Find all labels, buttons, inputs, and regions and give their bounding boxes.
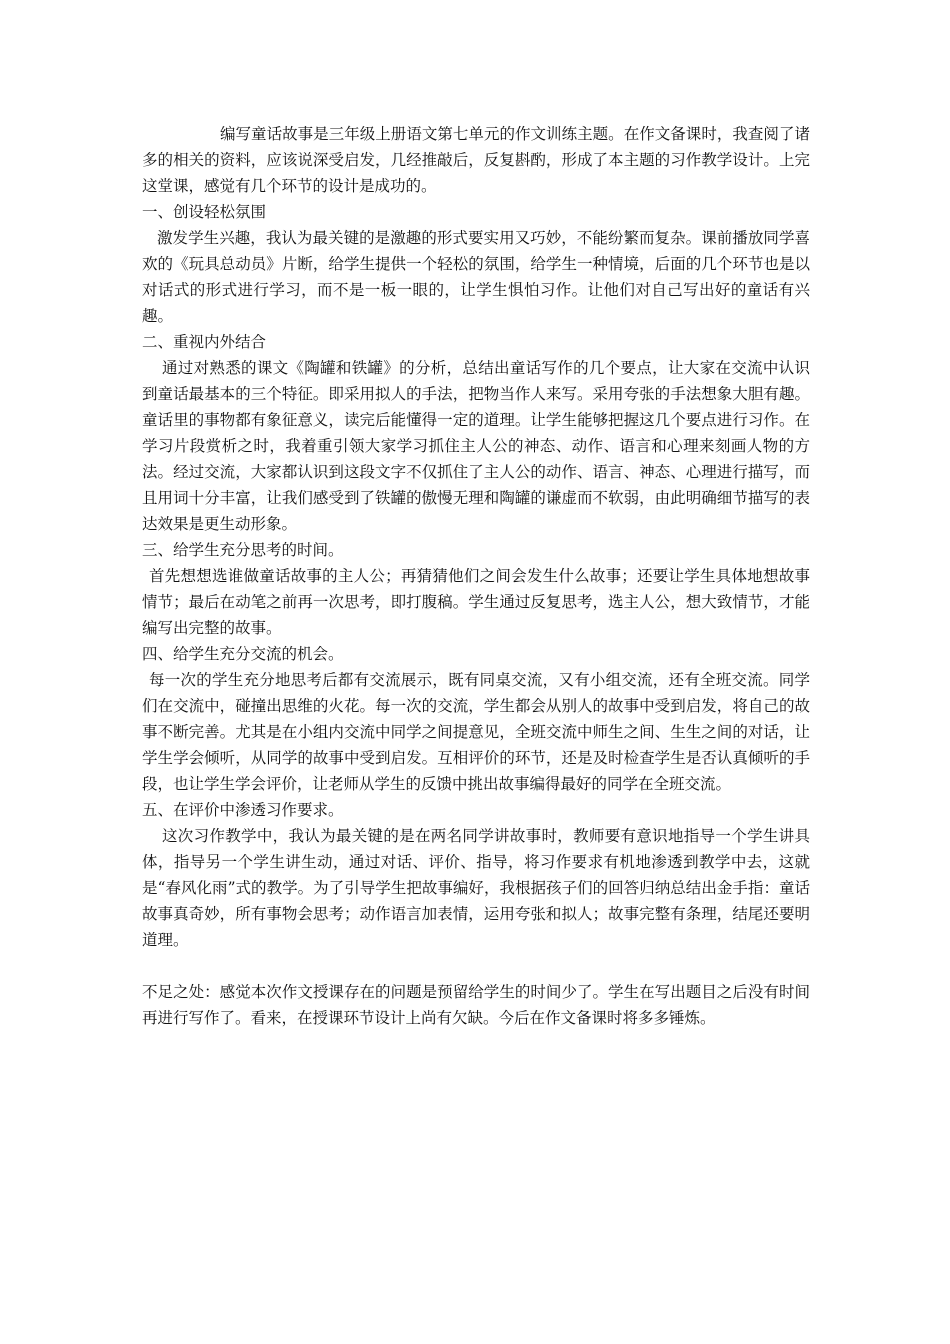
paragraph-spacer (142, 953, 810, 979)
section-1-paragraph: 激发学生兴趣，我认为最关键的是激趣的形式要实用又巧妙，不能纷繁而复杂。课前播放同学喜欢的《玩具总动员》片断，给学生提供一个轻松的氛围，给学生一种情境，后面的几个环节也是以对话式的形式进行学习，而不是一板一眼的，让学生惧怕习作。让他们对自己写出好的童话有兴趣。 (142, 229, 810, 325)
section-4-heading: 四、给学生充分交流的机会。 (142, 645, 344, 663)
intro-paragraph: 编写童话故事是三年级上册语文第七单元的作文训练主题。在作文备课时，我查阅了诸多的相关的资料，应该说深受启发，几经推敲后，反复斟酌，形成了本主题的习作教学设计。上完这堂课，感觉有几个环节的设计是成功的。 (142, 125, 810, 195)
section-5-heading: 五、在评价中渗透习作要求。 (142, 801, 344, 819)
section-2-heading: 二、重视内外结合 (142, 333, 267, 351)
section-5-paragraph: 这次习作教学中，我认为最关键的是在两名同学讲故事时，教师要有意识地指导一个学生讲具体，指导另一个学生讲生动，通过对话、评价、指导，将习作要求有机地渗透到教学中去，这就是“春风化雨”式的教学。为了引导学生把故事编好，我根据孩子们的回答归纳总结出金手指：童话故事真奇妙，所有事物会思考；动作语言加表情，运用夸张和拟人；故事完整有条理，结尾还要明道理。 (142, 827, 810, 949)
document-body (142, 121, 810, 1031)
conclusion-paragraph: 不足之处：感觉本次作文授课存在的问题是预留给学生的时间少了。学生在写出题目之后没有时间再进行写作了。看来，在授课环节设计上尚有欠缺。今后在作文备课时将多多锤炼。 (142, 983, 810, 1027)
section-4-paragraph: 每一次的学生充分地思考后都有交流展示，既有同桌交流，又有小组交流，还有全班交流。同学们在交流中，碰撞出思维的火花。每一次的交流，学生都会从别人的故事中受到启发，将自己的故事不断完善。尤其是在小组内交流中同学之间提意见，全班交流中师生之间、生生之间的对话，让学生学会倾听，从同学的故事中受到启发。互相评价的环节，还是及时检查学生是否认真倾听的手段，也让学生学会评价，让老师从学生的反馈中挑出故事编得最好的同学在全班交流。 (142, 671, 810, 793)
section-3-paragraph: 首先想想选谁做童话故事的主人公；再猜猜他们之间会发生什么故事；还要让学生具体地想故事情节；最后在动笔之前再一次思考，即打腹稿。学生通过反复思考，选主人公，想大致情节，才能编写出完整的故事。 (142, 567, 810, 637)
section-1-heading: 一、创设轻松氛围 (142, 203, 267, 221)
section-3-heading: 三、给学生充分思考的时间。 (142, 541, 344, 559)
section-2-paragraph: 通过对熟悉的课文《陶罐和铁罐》的分析，总结出童话写作的几个要点，让大家在交流中认识到童话最基本的三个特征。即采用拟人的手法，把物当作人来写。采用夸张的手法想象大胆有趣。童话里的事物都有象征意义，读完后能懂得一定的道理。让学生能够把握这几个要点进行习作。在学习片段赏析之时，我着重引领大家学习抓住主人公的神态、动作、语言和心理来刻画人物的方法。经过交流，大家都认识到这段文字不仅抓住了主人公的动作、语言、神态、心理进行描写，而且用词十分丰富，让我们感受到了铁罐的傲慢无理和陶罐的谦虚而不软弱，由此明确细节描写的表达效果是更生动形象。 (142, 359, 810, 533)
